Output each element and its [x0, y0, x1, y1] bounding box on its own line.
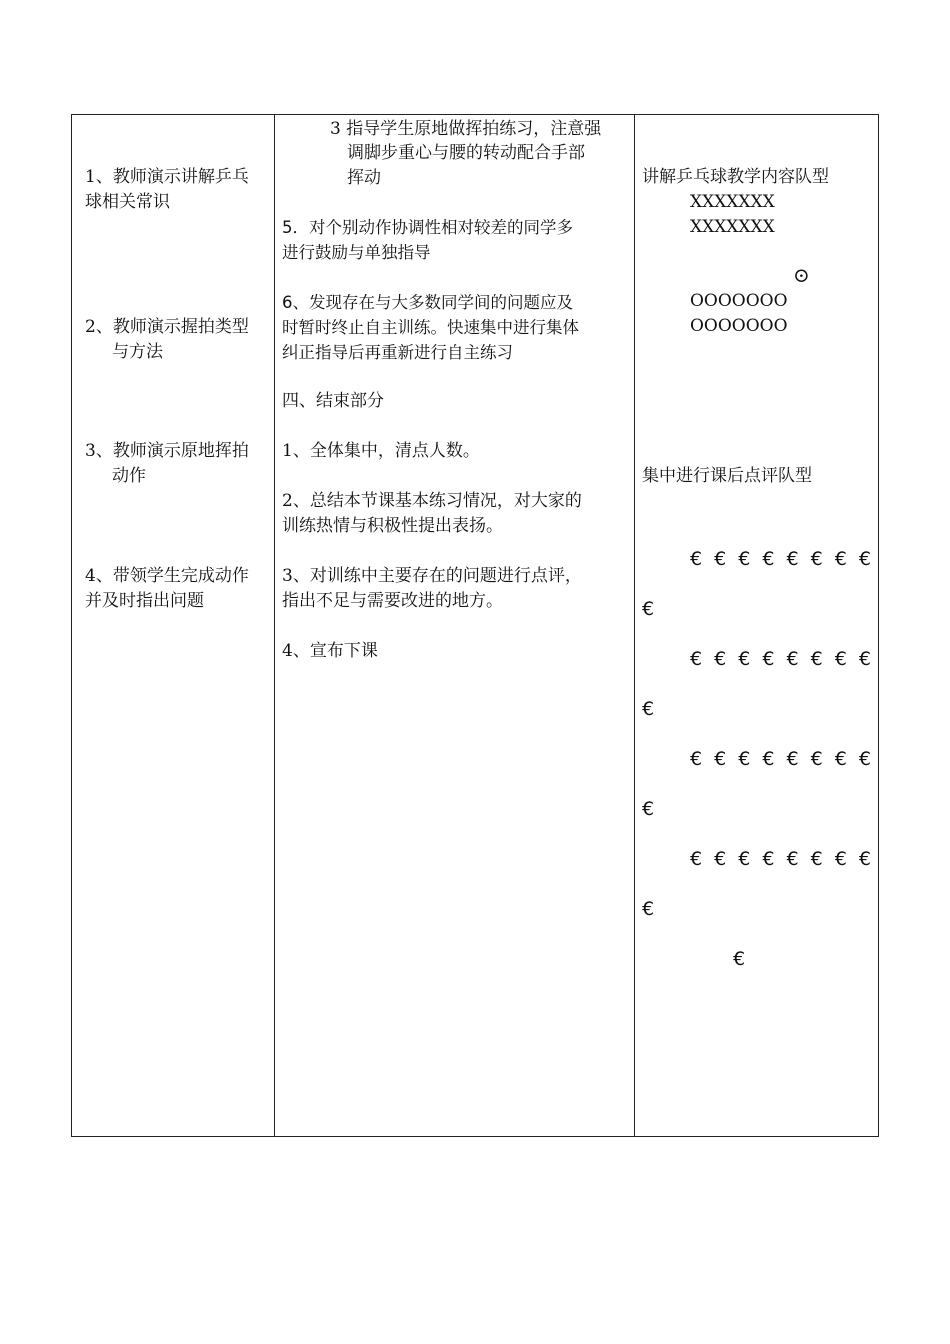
activity-3-line1: 3、教师演示原地挥拍	[85, 441, 249, 461]
formation-x-row-2: XXXXXXX	[690, 217, 775, 237]
ending-item-2-line2: 训练热情与积极性提出表扬。	[282, 516, 503, 536]
euro-row-3-extra: €	[642, 798, 658, 820]
practice-content-column	[275, 115, 634, 1136]
activity-4-line2: 并及时指出问题	[85, 591, 204, 611]
step-6-line2: 时暂时终止自主训练。快速集中进行集体	[282, 318, 579, 337]
step-3-line1: 3 指导学生原地做挥拍练习，注意强	[330, 119, 602, 139]
activity-2-line1: 2、教师演示握拍类型	[85, 317, 249, 337]
euro-row-4: € € € € € € € €	[690, 848, 874, 870]
step-6-line1: 6、发现存在与大多数同学间的问题应及	[282, 293, 573, 312]
step-3-line3: 挥动	[347, 168, 381, 188]
activity-3-line2: 动作	[112, 466, 146, 486]
activity-2-line2: 与方法	[112, 342, 163, 362]
formation-1-title: 讲解乒乓球教学内容队型	[642, 167, 829, 187]
euro-teacher-position: €	[733, 948, 749, 970]
euro-row-3: € € € € € € € €	[690, 748, 874, 770]
activity-1-line2: 球相关常识	[85, 192, 170, 212]
euro-row-1-extra: €	[642, 598, 658, 620]
formation-o-row-1: OOOOOOO	[690, 291, 788, 311]
ending-item-4: 4、宣布下课	[282, 641, 378, 661]
step-5-line2: 进行鼓励与单独指导	[282, 243, 431, 262]
step-3-line2: 调脚步重心与腰的转动配合手部	[347, 143, 585, 163]
formation-column	[635, 115, 878, 1136]
ending-item-1: 1、全体集中，清点人数。	[282, 441, 480, 461]
formation-x-row-1: XXXXXXX	[690, 192, 775, 212]
euro-row-4-extra: €	[642, 898, 658, 920]
lesson-plan-table	[71, 114, 879, 1137]
ending-item-3-line2: 指出不足与需要改进的地方。	[282, 591, 503, 611]
step-5-line1: 5．对个别动作协调性相对较差的同学多	[282, 218, 573, 237]
formation-2-title: 集中进行课后点评队型	[642, 466, 812, 486]
euro-row-1: € € € € € € € €	[690, 548, 874, 570]
activity-1-line1: 1、教师演示讲解乒乓	[85, 167, 249, 187]
step-6-line3: 纠正指导后再重新进行自主练习	[282, 343, 513, 362]
euro-row-2: € € € € € € € €	[690, 648, 874, 670]
activity-4-line1: 4、带领学生完成动作	[85, 566, 249, 586]
teacher-activities-column	[72, 115, 274, 1136]
euro-row-2-extra: €	[642, 698, 658, 720]
teacher-position-symbol: ⊙	[793, 263, 810, 287]
ending-item-3-line1: 3、对训练中主要存在的问题进行点评，	[282, 566, 582, 586]
ending-section-heading: 四、结束部分	[282, 391, 384, 411]
formation-o-row-2: OOOOOOO	[690, 316, 788, 336]
ending-item-2-line1: 2、总结本节课基本练习情况，对大家的	[282, 491, 582, 511]
